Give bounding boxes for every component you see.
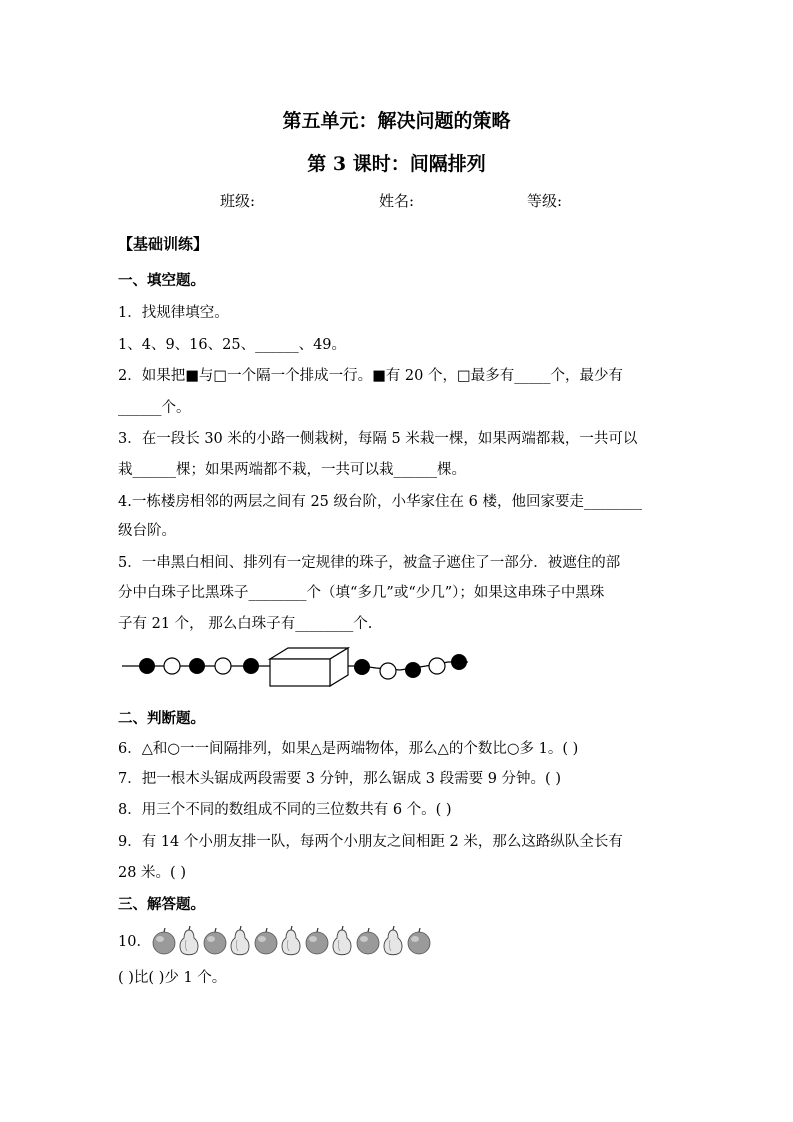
white-bead: [164, 658, 180, 674]
question-2-line2: ______个。: [118, 400, 191, 416]
white-bead: [380, 663, 396, 679]
part3-heading: 三、解答题。: [118, 896, 205, 913]
covering-box: [270, 648, 348, 686]
part2-heading: 二、判断题。: [118, 710, 205, 727]
name-label: 姓名:: [379, 192, 415, 210]
question-1-prompt: 1．找规律填空。: [118, 305, 229, 321]
question-5-line2: 分中白珠子比黑珠子________个（填“多几”或“少几”）；如果这串珠子中黑珠: [118, 585, 605, 601]
page-title: 第五单元：解决问题的策略: [282, 110, 511, 132]
pear-icon: [231, 926, 249, 955]
question-4-line2: 级台阶。: [118, 523, 176, 539]
page-subtitle: 第 3 课时：间隔排列: [307, 153, 486, 175]
section-basic-training: 【基础训练】: [118, 235, 209, 253]
question-9-line1: 9．有 14 个小朋友排一队，每两个小朋友之间相距 2 米，那么这路纵队全长有: [118, 834, 623, 850]
black-bead: [139, 658, 155, 674]
grade-label: 等级:: [527, 192, 563, 210]
question-1-sequence: 1、4、9、16、25、______、49。: [118, 337, 347, 353]
question-2-line1: 2．如果把■与□一个隔一个排成一行。■有 20 个，□最多有_____个，最少有: [118, 368, 623, 384]
question-8: 8．用三个不同的数组成不同的三位数共有 6 个。( ): [118, 802, 452, 818]
question-4-line1: 4.一栋楼房相邻的两层之间有 25 级台阶，小华家住在 6 楼，他回家要走________: [118, 494, 642, 510]
class-label: 班级:: [220, 192, 256, 210]
question-3-line2: 栽______棵；如果两端都不栽，一共可以栽______棵。: [118, 462, 466, 478]
apple-icon: [408, 928, 430, 954]
pear-icon: [180, 926, 198, 955]
white-bead: [429, 658, 445, 674]
question-6: 6．△和○一一间隔排列，如果△是两端物体，那么△的个数比○多 1。( ): [118, 741, 579, 757]
white-bead: [215, 658, 231, 674]
pear-icon: [333, 926, 351, 955]
question-5-line1: 5．一串黑白相间、排列有一定规律的珠子，被盒子遮住了一部分．被遮住的部: [118, 555, 621, 571]
apple-icon: [255, 928, 277, 954]
black-bead: [405, 662, 421, 678]
apple-icon: [306, 928, 328, 954]
question-3-line1: 3．在一段长 30 米的小路一侧栽树，每隔 5 米栽一棵，如果两端都栽，一共可以: [118, 431, 638, 447]
apple-icon: [357, 928, 379, 954]
bead-string-figure: [118, 642, 478, 692]
part1-heading: 一、填空题。: [118, 272, 205, 289]
fruit-row-figure: [152, 924, 442, 956]
question-9-line2: 28 米。( ): [118, 865, 186, 881]
pear-icon: [384, 926, 402, 955]
pear-icon: [282, 926, 300, 955]
question-10-number: 10．: [118, 934, 151, 950]
question-7: 7．把一根木头锯成两段需要 3 分钟，那么锯成 3 段需要 9 分钟。( ): [118, 771, 561, 787]
black-bead: [451, 654, 467, 670]
black-bead: [189, 658, 205, 674]
black-bead: [243, 658, 259, 674]
black-bead: [354, 659, 370, 675]
apple-icon: [204, 928, 226, 954]
apple-icon: [153, 928, 175, 954]
question-5-line3: 子有 21 个， 那么白珠子有________个.: [118, 616, 373, 632]
question-10-answer: ( )比( )少 1 个。: [118, 970, 227, 986]
